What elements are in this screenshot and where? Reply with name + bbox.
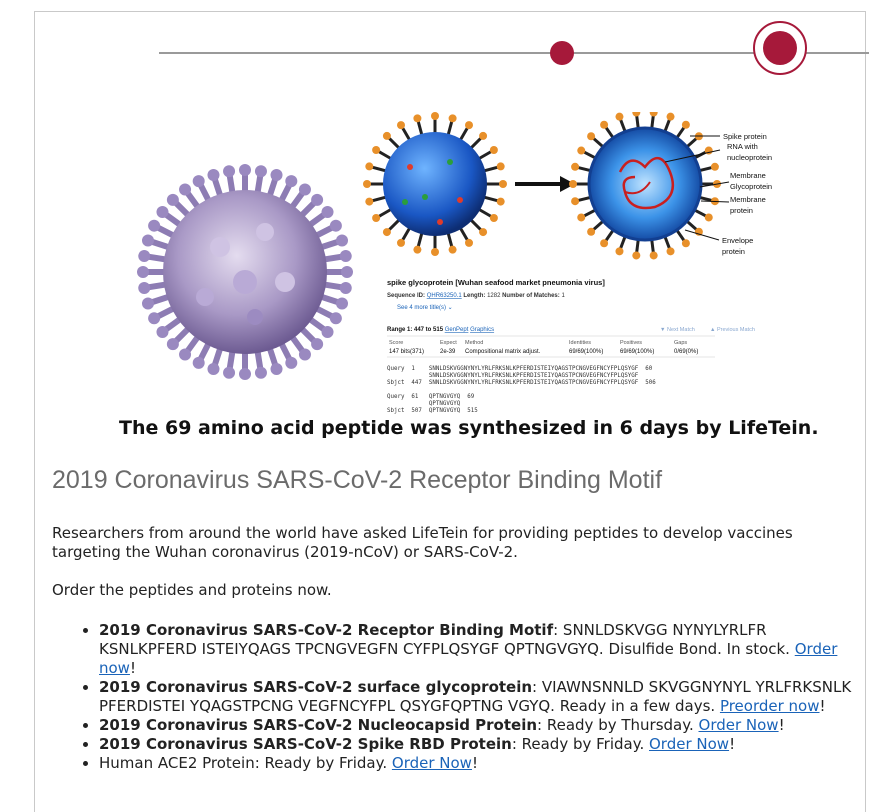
svg-text:spike glycoprotein [Wuhan seaf: spike glycoprotein [Wuhan seafood market pneumonia virus] <box>387 278 605 287</box>
svg-text:▼ Next Match: ▼ Next Match <box>660 327 695 333</box>
svg-text:See 4 more title(s) ⌄: See 4 more title(s) ⌄ <box>397 305 453 311</box>
svg-text:Compositional matrix adjust.: Compositional matrix adjust. <box>465 349 541 355</box>
svg-text:SNNLDSKVGGNYNYLYRLFRKSNLKPFERD: SNNLDSKVGGNYNYLYRLFRKSNLKPFERDISTEIYQAGSTPCNGVEGFNCYFPLQSYGF <box>387 373 639 379</box>
svg-text:Positives: Positives <box>620 340 643 346</box>
svg-text:nucleoprotein: nucleoprotein <box>727 153 773 162</box>
purple-virus-illustration <box>137 164 353 380</box>
product-list <box>52 621 859 773</box>
svg-text:Score: Score <box>389 340 404 346</box>
svg-text:Sbjct 507 QPTNGVGYQ 515: Sbjct 507 QPTNGVGYQ 515 <box>387 408 478 414</box>
svg-text:0/69(0%): 0/69(0%) <box>674 349 699 355</box>
svg-text:Method: Method <box>465 340 484 346</box>
page-title: 2019 Coronavirus SARS-CoV-2 Receptor Binding Motif <box>52 466 663 494</box>
order-now-link[interactable]: Order Now <box>391 754 472 772</box>
svg-text:Gaps: Gaps <box>674 340 688 346</box>
svg-text:Glycoprotein: Glycoprotein <box>730 182 773 191</box>
order-now-link[interactable]: Order Now <box>698 716 779 734</box>
list-item: • 2019 Coronavirus SARS-CoV-2 Receptor Binding Motif: SNNLDSKVGG NYNYLYRLFR KSNLKPFERD ISTEIYQAGS TPCNGVEGFN CYFPLQSYGF QPTNGVGYQ. Disulfide Bond. In stock. Order now! <box>99 621 859 678</box>
list-item: • Human ACE2 Protein: Ready by Friday. Order Now! <box>99 754 859 773</box>
svg-text:protein: protein <box>730 206 753 215</box>
order-now-link[interactable]: Order now <box>99 640 838 677</box>
hero-headline: The 69 amino acid peptide was synthesized in 6 days by LifeTein. <box>119 417 819 439</box>
svg-text:QPTNGVGYQ: QPTNGVGYQ <box>387 401 461 407</box>
svg-text:Query 1 SNNLDSKVGGNYNYLYRL: Query 1 SNNLDSKVGGNYNYLYRLFRKSNLKPFERDISTEIYQAGSTPCNGVEGFNCYFPLQSYGF 60 <box>387 366 653 372</box>
blast-alignment <box>387 278 755 414</box>
svg-text:69/69(100%): 69/69(100%) <box>569 349 604 355</box>
svg-text:▲ Previous Match: ▲ Previous Match <box>710 327 755 333</box>
svg-text:2e-39: 2e-39 <box>440 349 456 355</box>
svg-text:Membrane: Membrane <box>730 195 766 204</box>
svg-text:147 bits(371): 147 bits(371) <box>389 349 425 355</box>
decorative-dot <box>550 41 574 65</box>
svg-text:69/69(100%): 69/69(100%) <box>620 349 655 355</box>
label-spike: Spike protein <box>723 132 767 141</box>
list-item: • 2019 Coronavirus SARS-CoV-2 surface glycoprotein: VIAWNSNNLD SKVGGNYNYL YRLFRKSNLK PFERDISTEI YQAGSTPCNG VEGFNCYFPL QSYGFQPTNG VGYQ. Ready in a few days. Preorder now! <box>99 678 859 716</box>
coronavirus-hero-figure <box>105 112 825 442</box>
blue-virus-illustration <box>363 112 507 256</box>
order-prompt: Order the peptides and proteins now. <box>52 581 332 599</box>
svg-text:Membrane: Membrane <box>730 171 766 180</box>
list-item: • 2019 Coronavirus SARS-CoV-2 Spike RBD Protein: Ready by Friday. Order Now! <box>99 735 859 754</box>
content-frame <box>34 11 866 812</box>
svg-text:protein: protein <box>722 247 745 256</box>
svg-text:Expect: Expect <box>440 340 457 346</box>
virus-cross-section-illustration <box>569 112 721 259</box>
decorative-ring <box>753 21 807 75</box>
svg-text:Sequence ID: QHR63250.1 Lengt: Sequence ID: QHR63250.1 Length: 1282 Number of Matches: 1 <box>387 293 565 299</box>
svg-text:RNA with: RNA with <box>727 142 758 151</box>
svg-text:Identities: Identities <box>569 340 592 346</box>
svg-text:Sbjct 447 SNNLDSKVGGNYNYLYRL: Sbjct 447 SNNLDSKVGGNYNYLYRLFRKSNLKPFERDISTEIYQAGSTPCNGVEGFNCYFPLQSYGF 506 <box>387 380 656 386</box>
svg-text:Envelope: Envelope <box>722 236 754 245</box>
svg-text:Range 1: 447 to 515 GenPept: Range 1: 447 to 515 GenPept Graphics <box>387 327 495 333</box>
preorder-now-link[interactable]: Preorder now <box>719 697 820 715</box>
order-now-link[interactable]: Order Now <box>649 735 730 753</box>
svg-text:Query 61 QPTNGVGYQ 69: Query 61 QPTNGVGYQ 69 <box>387 394 475 400</box>
list-item: • 2019 Coronavirus SARS-CoV-2 Nucleocapsid Protein: Ready by Thursday. Order Now! <box>99 716 859 735</box>
intro-paragraph: Researchers from around the world have asked LifeTein for providing peptides to develop vaccines targeting the Wuhan coronavirus (2019-nCoV) or SARS-CoV-2. <box>52 524 793 561</box>
